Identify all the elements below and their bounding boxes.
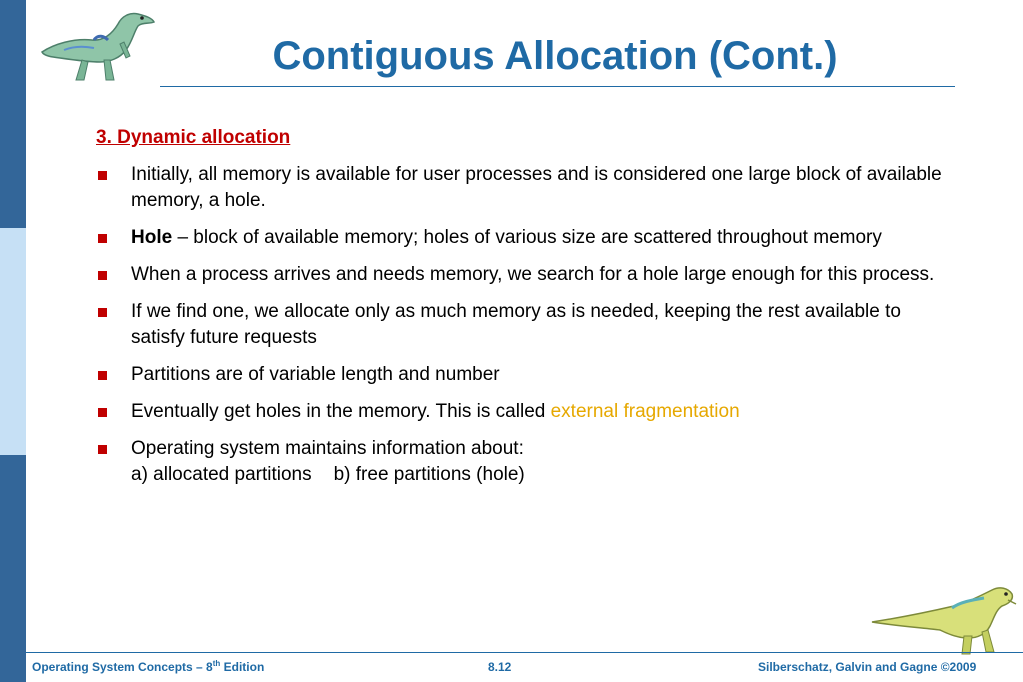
sidebar-stripe [0, 0, 26, 682]
title-divider [160, 86, 955, 87]
list-item [96, 225, 956, 251]
bullet-text: – block of available memory; holes of various size are scattered throughout memory [172, 227, 882, 248]
list-item [96, 162, 956, 214]
square-bullet-icon [98, 408, 107, 417]
square-bullet-icon [98, 308, 107, 317]
footer-divider [26, 652, 1023, 653]
sidebar-block-bottom [0, 455, 26, 682]
square-bullet-icon [98, 271, 107, 280]
square-bullet-icon [98, 371, 107, 380]
bullet-list [96, 162, 956, 488]
bullet-term: Hole [131, 227, 173, 248]
list-item [96, 262, 956, 288]
bullet-text: Eventually get holes in the memory. This is called [131, 401, 551, 422]
highlight-term: external fragmentation [550, 401, 740, 422]
page-number: 8.12 [488, 660, 512, 674]
footer-copyright: Silberschatz, Galvin and Gagne ©2009 [758, 660, 977, 674]
square-bullet-icon [98, 445, 107, 454]
page-title: Contiguous Allocation (Cont.) [272, 34, 838, 78]
list-item [96, 299, 956, 351]
sub-item-free: b) free partitions (hole) [333, 464, 525, 485]
bullet-text: Initially, all memory is available for user processes and is considered one large block of available memory, a hole. [131, 164, 942, 211]
list-item [96, 362, 956, 388]
section-heading: 3. Dynamic allocation [96, 127, 291, 148]
dinosaur-icon [34, 4, 158, 84]
sidebar-block-top [0, 0, 26, 228]
slide-content [96, 124, 956, 499]
square-bullet-icon [98, 171, 107, 180]
list-item [96, 436, 956, 488]
bullet-text: If we find one, we allocate only as much memory as is needed, keeping the rest available to satisfy future requests [131, 301, 901, 348]
footer-book-title: Operating System Concepts – 8th Edition [32, 659, 265, 674]
list-item [96, 399, 956, 425]
sub-item-allocated: a) allocated partitions [131, 464, 312, 485]
square-bullet-icon [98, 234, 107, 243]
bullet-text: When a process arrives and needs memory, we search for a hole large enough for this process. [131, 264, 935, 285]
bullet-text: Partitions are of variable length and number [131, 364, 500, 385]
dinosaur-icon [868, 582, 1018, 660]
bullet-text: Operating system maintains information about: [131, 438, 524, 459]
sidebar-block-middle [0, 228, 26, 455]
